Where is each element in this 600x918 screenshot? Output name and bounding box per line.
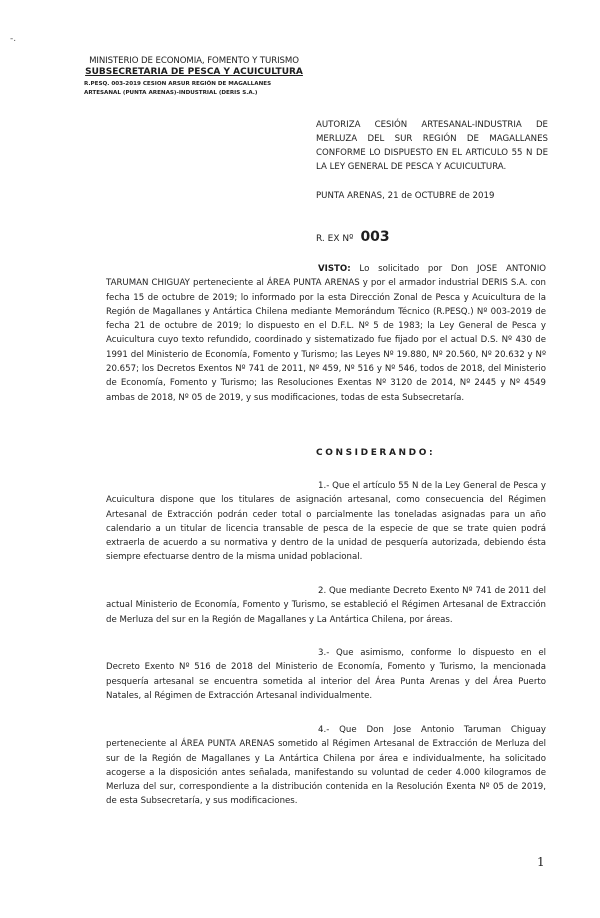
resolution-label: R. EX Nº — [316, 234, 354, 244]
subsecretaria-name: SUBSECRETARIA DE PESCA Y ACUICULTURA — [85, 67, 303, 77]
visto-paragraph — [106, 262, 546, 405]
considerando-2-text: Que mediante Decreto Exento Nº 741 de 2011 del actual Ministerio de Economía, Fomento y Turismo, se estableció el Régimen Artesanal de Extracción de Merluza del sur en la Región de Magallanes y La Antártica Chilena, por áreas. — [106, 586, 546, 625]
letterhead — [84, 56, 304, 98]
considerando-4-text: Que Don Jose Antonio Taruman Chiguay perteneciente al ÁREA PUNTA ARENAS sometido al Régimen Artesanal de Extracción de Merluza del sur de la Región de Magallanes y La Antártica Chilena por área e individualmente, ha solicitado acogerse a la disposición antes señalada, manifestando su voluntad de ceder 4.000 kilogramos de Merluza del sur, correspondiente a la distribución contenida en la Resolución Exenta Nº 05 de 2019, de esta Subsecretaría, y sus modificaciones. — [106, 725, 546, 807]
page-number: 1 — [537, 855, 545, 869]
reference-line-1: R.PESQ. 003-2019 CESION ARSUR REGIÓN DE MAGALLANES — [84, 81, 272, 87]
considerando-4-number: 4.- — [318, 725, 330, 735]
considerando-3-number: 3.- — [318, 648, 330, 658]
place-date: PUNTA ARENAS, 21 de OCTUBRE de 2019 — [316, 191, 495, 201]
resolution-number — [316, 226, 390, 245]
reference-code — [84, 80, 304, 98]
ministry-name: MINISTERIO DE ECONOMIA, FOMENTO Y TURISMO — [89, 56, 299, 66]
considerando-1-number: 1.- — [318, 481, 330, 491]
considerando-2-number: 2. — [318, 586, 327, 596]
considerando-3-text: Que asimismo, conforme lo dispuesto en el Decreto Exento Nº 516 de 2018 del Ministerio de Economía, Fomento y Turismo, la mencionada pesquería artesanal se encuentra sometida al interior del Área Punta Arenas y del Área Puerto Natales, al Régimen de Extracción Artesanal individualmente. — [106, 648, 546, 701]
visto-text: Lo solicitado por Don JOSE ANTONIO TARUMAN CHIGUAY perteneciente al ÁREA PUNTA ARENAS y por el armador industrial DERIS S.A. con fecha 15 de octubre de 2019; lo informado por la esta Dirección Zonal de Pesca y Acuicultura de la Región de Magallanes y Antártica Chilena mediante Memorándum Técnico (R.PESQ.) Nº 003-2019 de fecha 21 de octubre de 2019; lo dispuesto en el D.F.L. Nº 5 de 1983; la Ley General de Pesca y Acuicultura cuyo texto refundido, coordinado y sistematizado fue fijado por el actual D.S. Nº 430 de 1991 del Ministerio de Economía, Fomento y Turismo; las Leyes Nº 19.880, Nº 20.560, Nº 20.632 y Nº 20.657; los Decretos Exentos Nº 741 de 2011, Nº 459, Nº 516 y Nº 546, todos de 2018, del Ministerio de Economía, Fomento y Turismo; las Resoluciones Exentas Nº 3120 de 2014, Nº 2445 y Nº 4549 ambas de 2018, Nº 05 de 2019, y sus modificaciones, todas de esta Subsecretaría. — [106, 264, 546, 403]
considerando-1 — [106, 479, 546, 565]
considerando-2 — [106, 584, 546, 627]
considerando-1-text: Que el artículo 55 N de la Ley General de Pesca y Acuicultura dispone que los titulares de asignación artesanal, como consecuencia del Régimen Artesanal de Extracción podrán ceder total o parcialmente las toneladas asignadas para un año calendario a un titular de licencia transable de pesca de la especie de que se trate quien podrá extraerla de acuerdo a su normativa y dentro de la unidad de pesquería autorizada, debiendo ésta siempre efectuarse dentro de la misma unidad poblacional. — [106, 481, 546, 563]
considerando-4 — [106, 723, 546, 809]
resolution-number-value: 003 — [360, 229, 390, 245]
visto-heading: VISTO: — [318, 264, 351, 274]
stray-mark: -. — [10, 34, 17, 44]
considerando-3 — [106, 646, 546, 703]
resolution-subject: AUTORIZA CESIÓN ARTESANAL-INDUSTRIA DE MERLUZA DEL SUR REGIÓN DE MAGALLANES CONFORME LO DISPUESTO EN EL ARTICULO 55 N DE LA LEY GENERAL DE PESCA Y ACUICULTURA. — [316, 120, 548, 172]
reference-line-2: ARTESANAL (PUNTA ARENAS)-INDUSTRIAL (DERIS S.A.) — [84, 90, 258, 96]
considerando-heading: CONSIDERANDO: — [316, 448, 436, 458]
